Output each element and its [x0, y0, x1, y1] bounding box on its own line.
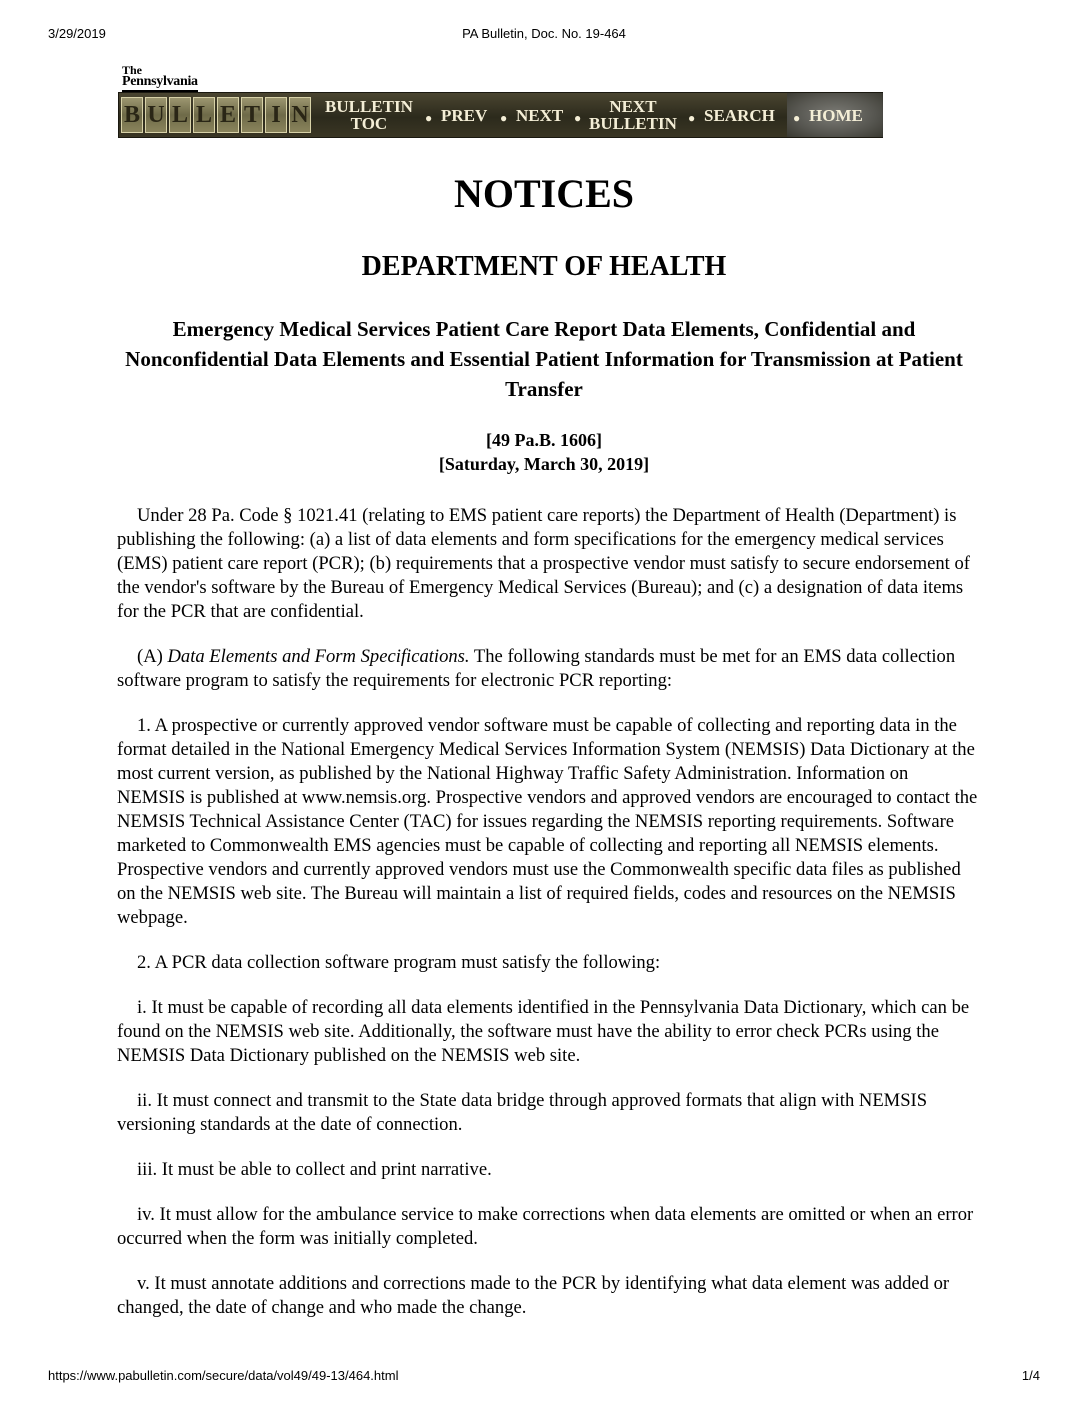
- nav-prev-link[interactable]: PREV: [441, 106, 488, 125]
- print-footer: [48, 1368, 1040, 1384]
- print-page-title: PA Bulletin, Doc. No. 19-464: [462, 26, 626, 41]
- section-a-text: The following standards must be met for an EMS data collection software program to satisfy the requirements for electronic PCR reporting:: [117, 646, 956, 691]
- nav-bulletin-toc-line2: TOC: [350, 114, 388, 133]
- print-page-number: 1/4: [1021, 1368, 1040, 1383]
- nav-next-bulletin-link[interactable]: [589, 98, 677, 132]
- section-a-heading: Data Elements and Form Specifications.: [167, 646, 470, 667]
- section-heading: NOTICES: [453, 171, 635, 216]
- bulletin-logo-letter: N: [289, 97, 311, 133]
- nav-bulletin-toc-link[interactable]: [325, 98, 413, 132]
- print-url: https://www.pabulletin.com/secure/data/vol49/49-13/464.html: [48, 1368, 399, 1383]
- logo-the: The: [122, 63, 143, 77]
- item-iii-paragraph: iii. It must be able to collect and print narrative.: [137, 1159, 492, 1180]
- publication-date: [Saturday, March 30, 2019]: [438, 454, 650, 474]
- masthead: [118, 64, 883, 140]
- bulletin-logo-letter: T: [241, 97, 263, 133]
- item-v-paragraph: v. It must annotate additions and corrections made to the PCR by identifying what data element was added or changed, the date of change and who made the change.: [117, 1273, 950, 1318]
- bulletin-logo-letter: I: [265, 97, 287, 133]
- bulletin-logo-letter: E: [217, 97, 239, 133]
- bulletin-logo[interactable]: [121, 97, 311, 133]
- nav-search-link[interactable]: SEARCH: [704, 106, 775, 125]
- nav-separator-dot: ●: [688, 111, 696, 125]
- nav-home-link[interactable]: HOME: [809, 106, 863, 125]
- bulletin-logo-letter: L: [169, 97, 191, 133]
- section-a-prefix: (A): [137, 646, 168, 667]
- agency-heading: DEPARTMENT OF HEALTH: [361, 251, 727, 282]
- bulletin-logo-letter: L: [193, 97, 215, 133]
- item-iv-paragraph: iv. It must allow for the ambulance service to make corrections when data elements are omitted or when an error occurred when the form was initially completed.: [117, 1204, 974, 1249]
- intro-paragraph: Under 28 Pa. Code § 1021.41 (relating to EMS patient care reports) the Department of Health (Department) is publishing the following: (a) a list of data elements and form specifications for the emergency medical services (EMS) patient care report (PCR); (b) requirements that a prospective vendor must satisfy to secure endorsement of the vendor's software by the Bureau of Emergency Medical Services (Bureau); and (c) a designation of data items for the PCR that are confidential.: [117, 505, 970, 622]
- logo-pennsylvania: Pennsylvania: [122, 75, 198, 92]
- nav-bar: [118, 92, 883, 138]
- item-ii-paragraph: ii. It must connect and transmit to the State data bridge through approved formats that align with NEMSIS versioning standards at the date of connection.: [117, 1090, 928, 1135]
- bulletin-logo-letter: B: [121, 97, 143, 133]
- nav-next-link[interactable]: NEXT: [516, 106, 564, 125]
- nav-next-bulletin-line1: NEXT: [609, 97, 657, 116]
- nav-separator-dot: ●: [500, 111, 508, 125]
- print-header: [48, 26, 1040, 42]
- nav-separator-dot: ●: [574, 111, 582, 125]
- nav-separator-dot: ●: [425, 111, 433, 125]
- bulletin-logo-letter: U: [145, 97, 167, 133]
- citation-block: [0, 428, 1088, 476]
- nav-separator-dot: ●: [793, 111, 801, 125]
- document-title: Emergency Medical Services Patient Care Report Data Elements, Confidential and Nonconfidential Data Elements and Essential Patient Information for Transmission at Patient Transfer: [125, 317, 963, 401]
- document-body: [117, 504, 981, 1341]
- item-2-paragraph: 2. A PCR data collection software program must satisfy the following:: [137, 952, 661, 973]
- nav-next-bulletin-line2: BULLETIN: [589, 114, 677, 133]
- section-a-paragraph: [117, 645, 981, 693]
- nav-bulletin-toc-line1: BULLETIN: [325, 97, 413, 116]
- item-1-paragraph: 1. A prospective or currently approved vendor software must be capable of collecting and reporting data in the format detailed in the National Emergency Medical Services Information System (NEMSIS) Data Dictionary at the most current version, as published by the National Highway Traffic Safety Administration. Information on NEMSIS is published at www.nemsis.org. Prospective vendors and approved vendors are encouraged to contact the NEMSIS Technical Assistance Center (TAC) for issues regarding the NEMSIS reporting requirements. Software marketed to Commonwealth EMS agencies must be capable of collecting and reporting all NEMSIS elements. Prospective vendors and currently approved vendors must use the Commonwealth specific data files as published on the NEMSIS web site. The Bureau will maintain a list of required fields, codes and resources on the NEMSIS webpage.: [117, 715, 978, 928]
- item-i-paragraph: i. It must be capable of recording all data elements identified in the Pennsylvania Data Dictionary, which can be found on the NEMSIS web site. Additionally, the software must have the ability to error check PCRs using the NEMSIS Data Dictionary published on the NEMSIS web site.: [117, 997, 970, 1066]
- print-date: 3/29/2019: [48, 26, 106, 41]
- citation: [49 Pa.B. 1606]: [486, 430, 602, 450]
